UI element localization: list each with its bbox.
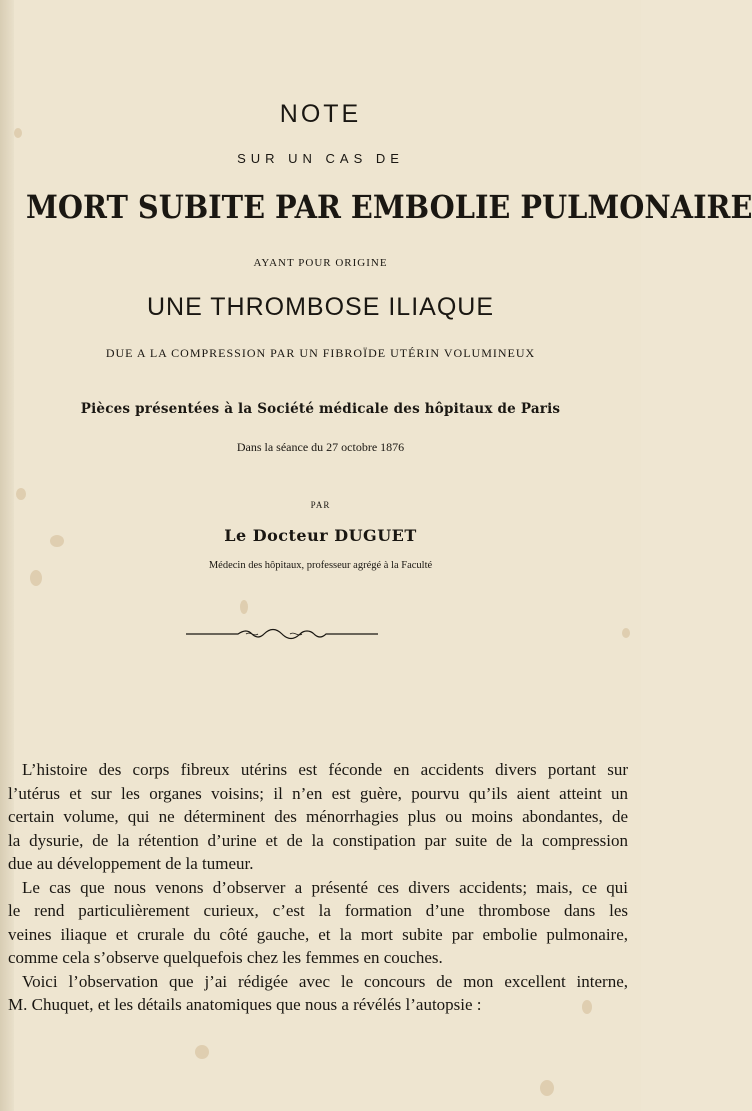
body-text xyxy=(8,758,628,1017)
body-line: veines iliaque et crurale du côté gauche, et la mort subite par embolie pulmonaire, xyxy=(8,924,628,944)
body-line: M. Chuquet, et les détails anatomiques que nous a révélés l’autopsie : xyxy=(8,995,482,1014)
body-line: Le cas que nous venons d’observer a présenté ces divers accidents; mais, ce qui xyxy=(22,877,628,897)
body-line: le rend particulièrement curieux, c’est la formation d’une thrombose dans les xyxy=(8,901,628,920)
paper-stain xyxy=(195,1045,209,1059)
paper-stain xyxy=(14,128,22,138)
body-line: la dysurie, de la rétention d’urine et de la constipation par suite de la compression xyxy=(8,830,628,850)
decorative-rule xyxy=(186,625,378,643)
paper-stain xyxy=(622,628,630,638)
presentation-line: Pièces présentées à la Société médicale des hôpitaux de Paris xyxy=(80,401,561,417)
body-line: comme cela s’observe quelquefois chez les femmes en couches. xyxy=(8,948,443,967)
body-line: l’utérus et sur les organes voisins; il n’en est guère, pourvu qu’ils aient atteint un xyxy=(8,783,628,803)
body-line: due au développement de la tumeur. xyxy=(8,854,254,873)
subheading-due: DUE A LA COMPRESSION PAR UN FIBROÏDE UTÉRIN VOLUMINEUX xyxy=(105,346,536,360)
subheading-ayant-pour-origine: AYANT POUR ORIGINE xyxy=(253,257,388,269)
body-line: L’histoire des corps fibreux utérins est féconde en accidents divers portant sur xyxy=(22,760,628,779)
title-thrombose: UNE THROMBOSE ILIAQUE xyxy=(147,293,494,321)
session-date: Dans la séance du 27 octobre 1876 xyxy=(236,440,405,454)
body-line: Voici l’observation que j’ai rédigée avec le concours de mon excellent interne, xyxy=(22,971,628,991)
author-name: Le Docteur DUGUET xyxy=(224,526,417,545)
body-line: certain volume, qui ne déterminent des ménorrhagies plus ou moins abondantes, de xyxy=(8,807,628,826)
paper-stain xyxy=(16,488,26,500)
author-role: Médecin des hôpitaux, professeur agrégé à la Faculté xyxy=(208,560,433,571)
paper-stain xyxy=(540,1080,554,1096)
paper-stain xyxy=(30,570,42,586)
par-label: PAR xyxy=(310,500,331,510)
subheading-sur-un-cas-de: SUR UN CAS DE xyxy=(237,151,404,166)
note-heading: NOTE xyxy=(279,100,362,128)
paper-stain xyxy=(240,600,248,614)
main-title: MORT SUBITE PAR EMBOLIE PULMONAIRE xyxy=(26,188,752,226)
